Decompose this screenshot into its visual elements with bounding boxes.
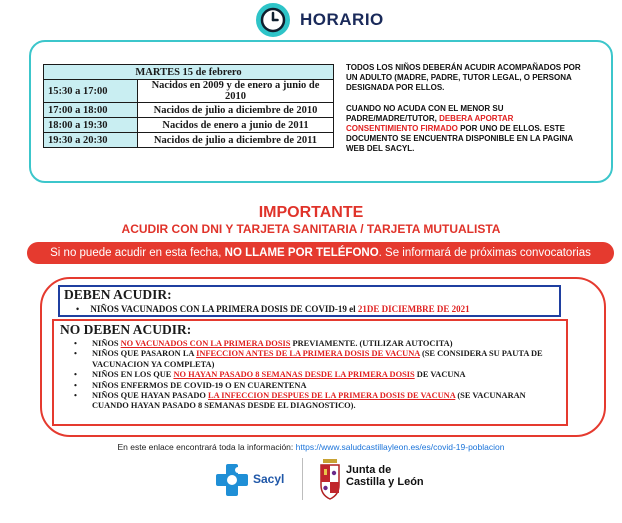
note-paragraph: CUANDO NO ACUDA CON EL MENOR SU PADRE/MADRE/TUTOR, DEBERA APORTAR CONSENTIMIENTO FIRMADO POR UNO DE ELLOS. ESTE DOCUMENTO SE ENCUENTRA DISPONIBLE EN LA PAGINA WEB DEL SACYL. xyxy=(346,103,573,154)
sacyl-label: Sacyl xyxy=(253,472,285,486)
page-title: HORARIO xyxy=(300,10,384,29)
table-row xyxy=(44,80,334,103)
list-item: • NIÑOS EN LOS QUE NO HAYAN PASADO 8 SEMANAS DESDE LA PRIMERA DOSIS DE VACUNA xyxy=(74,370,466,380)
group-cell: Nacidos en 2009 y de enero a junio de 2010 xyxy=(138,80,334,103)
coat-of-arms-icon xyxy=(318,457,342,506)
list-item: • NIÑOS NO VACUNADOS CON LA PRIMERA DOSIS PREVIAMENTE. (UTILIZAR AUTOCITA) xyxy=(74,339,453,348)
time-cell: 19:30 a 20:30 xyxy=(44,133,138,148)
table-row xyxy=(44,133,334,148)
instructions-note xyxy=(346,63,586,165)
schedule-table xyxy=(43,64,334,148)
group-cell: Nacidos de julio a diciembre de 2011 xyxy=(138,133,334,148)
must-attend-heading: DEBEN ACUDIR: xyxy=(64,287,172,302)
group-cell: Nacidos de enero a junio de 2011 xyxy=(138,118,334,133)
time-cell: 15:30 a 17:00 xyxy=(44,80,138,103)
must-not-attend-heading: NO DEBEN ACUDIR: xyxy=(60,322,192,337)
must-attend-box xyxy=(58,285,561,317)
important-heading: IMPORTANTE xyxy=(258,204,364,221)
must-not-attend-box xyxy=(52,319,568,426)
list-item: • NIÑOS QUE PASARON LA INFECCION ANTES DE LA PRIMERA DOSIS DE VACUNA (SE CONSIDERA SU PAUTA DE VACUNACION YA COMPLETA) xyxy=(74,349,543,369)
list-item: • NIÑOS QUE HAYAN PASADO LA INFECCION DESPUES DE LA PRIMERA DOSIS DE VACUNA (SE VACUNARAN CUANDO HAYAN PASADO 8 SEMANAS DESDE EL DIAGNOSTICO). xyxy=(74,391,526,411)
sacyl-logo-icon xyxy=(214,462,250,503)
table-row xyxy=(44,118,334,133)
schedule-day: MARTES 15 de febrero xyxy=(44,65,334,80)
exclusion-list xyxy=(54,339,562,412)
clock-icon xyxy=(256,3,290,37)
info-link-line: En este enlace encontrará toda la información: https://www.saludcastillayleon.es/es/covid-19-poblacion xyxy=(117,442,505,452)
warning-banner: Si no puede acudir en esta fecha, NO LLAME POR TELÉFONO. Se informará de próximas convocatorias xyxy=(27,242,614,264)
group-cell: Nacidos de julio a diciembre de 2010 xyxy=(138,103,334,118)
junta-logo-text: Junta de Castilla y León xyxy=(346,464,424,488)
footer-divider xyxy=(302,458,303,500)
time-cell: 17:00 a 18:00 xyxy=(44,103,138,118)
info-link[interactable]: https://www.saludcastillayleon.es/es/covid-19-poblacion xyxy=(295,442,505,452)
list-item: • NIÑOS ENFERMOS DE COVID-19 O EN CUARENTENA xyxy=(74,380,307,390)
requirements-subtitle: ACUDIR CON DNI Y TARJETA SANITARIA / TARJETA MUTUALISTA xyxy=(121,222,501,236)
time-cell: 18:00 a 19:30 xyxy=(44,118,138,133)
list-item: • NIÑOS VACUNADOS CON LA PRIMERA DOSIS DE COVID-19 el 21DE DICIEMBRE DE 2021 xyxy=(76,304,470,314)
table-row xyxy=(44,103,334,118)
note-paragraph: TODOS LOS NIÑOS DEBERÁN ACUDIR ACOMPAÑADOS POR UN ADULTO (MADRE, PADRE, TUTOR LEGAL, O PERSONA DESIGNADA POR ELLOS. xyxy=(346,63,581,93)
